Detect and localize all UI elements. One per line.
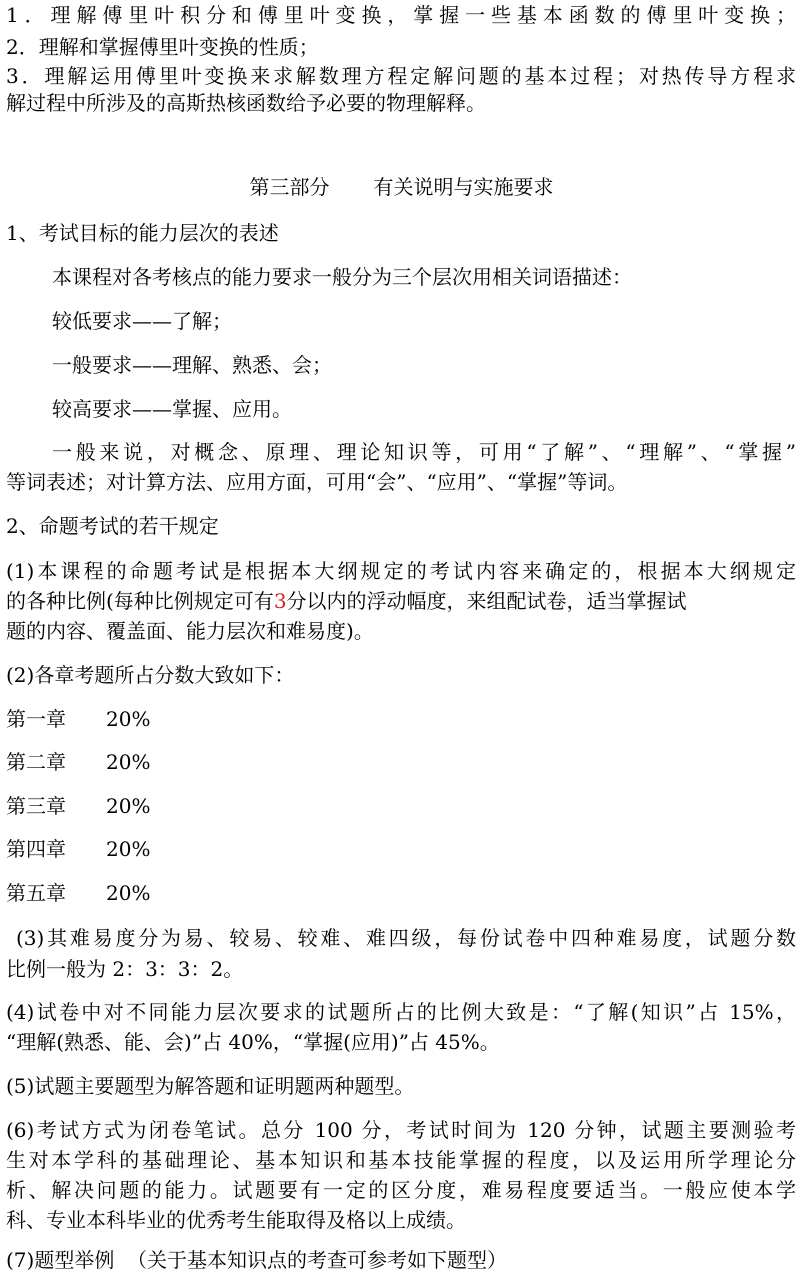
rule-4-line-1: (4)试卷中对不同能力层次要求的试题所占的比例大致是：“了解(知识”占 15%， [6, 1000, 796, 1024]
section-1-title: 1、考试目标的能力层次的表述 [6, 221, 279, 245]
part-three-heading [0, 174, 803, 200]
objective-2: 2．理解和掌握傅里叶变换的性质； [6, 35, 319, 59]
rule-1-line-2: 的各种比例(每种比例规定可有3分以内的浮动幅度，来组配试卷，适当掌握试 [6, 589, 687, 613]
rule-7: (7)题型举例 （关于基本知识点的考查可参考如下题型） [6, 1248, 508, 1272]
chapter-name: 第五章 [6, 881, 66, 905]
ability-intro: 本课程对各考核点的能力要求一般分为三个层次用相关词语描述： [52, 265, 632, 289]
section-2-title: 2、命题考试的若干规定 [6, 514, 219, 538]
rule-6-line-2: 生对本学科的基础理论、基本知识和基本技能掌握的程度，以及运用所学理论分 [6, 1148, 796, 1172]
rule-6-line-3: 析、解决问题的能力。试题要有一定的区分度，难易程度要适当。一般应使本学 [6, 1178, 796, 1202]
objective-1: 1．理解傅里叶积分和傅里叶变换，掌握一些基本函数的傅里叶变换； [6, 3, 796, 27]
chapter-row-3 [6, 793, 150, 819]
rule-3-line-1: (3)其难易度分为易、较易、较难、难四级，每份试卷中四种难易度，试题分数 [16, 926, 796, 950]
chapter-percent: 20% [106, 707, 151, 731]
rule-4-line-2: “理解(熟悉、能、会)”占 40%，“掌握(应用)”占 45%。 [6, 1030, 500, 1054]
chapter-row-5 [6, 880, 150, 906]
part-label: 第三部分 [249, 175, 330, 199]
chapter-row-1 [6, 706, 150, 732]
objective-3: 3．理解运用傅里叶变换来求解数理方程定解问题的基本过程；对热传导方程求 [6, 64, 796, 88]
chapter-name: 第三章 [6, 794, 66, 818]
ability-note-line-1: 一般来说，对概念、原理、理论知识等，可用“了解”、“理解”、“掌握” [52, 440, 796, 464]
rule-1-line-1: (1)本课程的命题考试是根据本大纲规定的考试内容来确定的，根据本大纲规定 [6, 559, 796, 583]
ability-higher: 较高要求——掌握、应用。 [52, 397, 292, 421]
chapter-row-4 [6, 836, 150, 862]
part-title: 有关说明与实施要求 [373, 175, 554, 199]
rule-6-line-4: 科、专业本科毕业的优秀考生能取得及格以上成绩。 [6, 1208, 466, 1232]
chapter-percent: 20% [106, 881, 151, 905]
rule-6-line-1: (6)考试方式为闭卷笔试。总分 100 分，考试时间为 120 分钟，试题主要测验考 [6, 1118, 796, 1142]
objective-3-continued: 解过程中所涉及的高斯热核函数给予必要的物理解释。 [6, 91, 486, 115]
rule-1-line-3: 题的内容、覆盖面、能力层次和难易度)。 [6, 619, 374, 643]
chapter-name: 第四章 [6, 837, 66, 861]
chapter-percent: 20% [106, 837, 151, 861]
rule-3-line-2: 比例一般为 2：3：3：2。 [6, 957, 244, 981]
rule-5: (5)试题主要题型为解答题和证明题两种题型。 [6, 1074, 415, 1098]
chapter-name: 第二章 [6, 750, 66, 774]
chapter-name: 第一章 [6, 707, 66, 731]
chapter-row-2 [6, 749, 150, 775]
float-range-number: 3 [273, 589, 287, 613]
ability-note-line-2: 等词表述；对计算方法、应用方面，可用“会”、“应用”、“掌握”等词。 [6, 470, 628, 494]
chapter-percent: 20% [106, 750, 151, 774]
chapter-percent: 20% [106, 794, 151, 818]
rule-2: (2)各章考题所占分数大致如下： [6, 663, 295, 687]
ability-general: 一般要求——理解、熟悉、会； [52, 353, 332, 377]
ability-lower: 较低要求——了解； [52, 309, 232, 333]
